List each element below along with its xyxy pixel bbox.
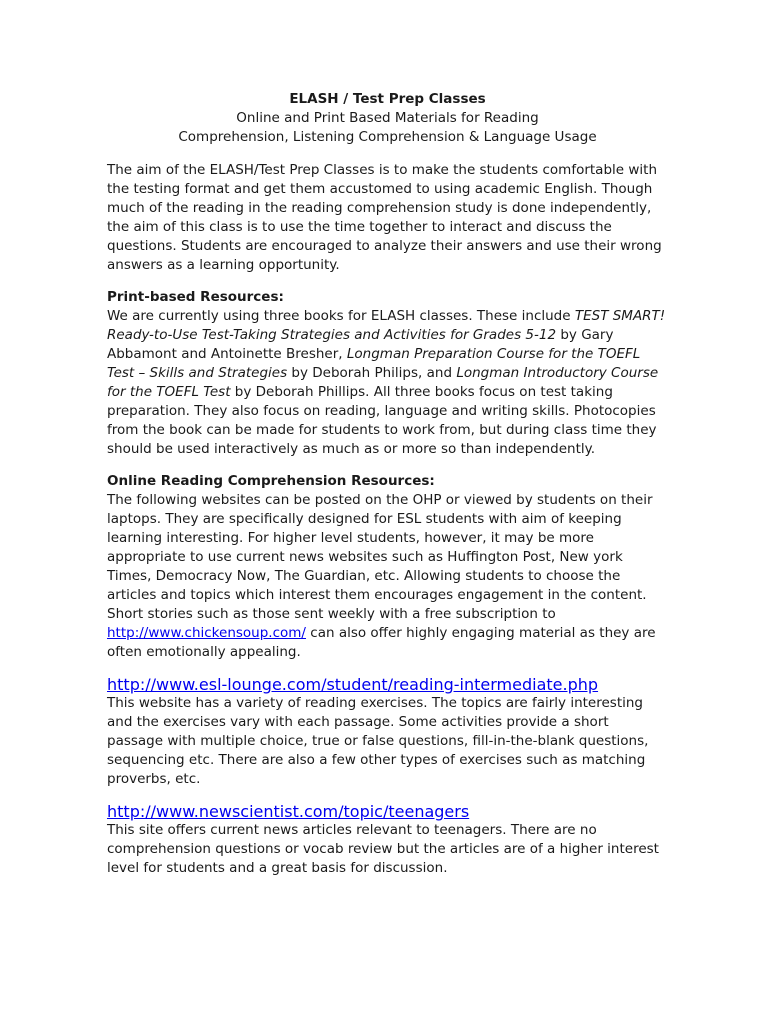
resource-entry [107,802,668,878]
book-title-test-smart: TEST SMART! Ready-to-Use Test-Taking Strategies and Activities for Grades 5-12 [107,308,666,343]
intro-paragraph: The aim of the ELASH/Test Prep Classes is to make the students comfortable with the testing format and get them accustomed to using academic English. Though much of the reading in the reading comprehension study is done independently, the aim of this class is to use the time together to interact and discuss the questions. Students are encouraged to analyze their answers and use their wrong answers as a learning opportunity. [107,162,662,273]
print-resources-section [107,288,668,459]
document-title: ELASH / Test Prep Classes [289,91,486,107]
book-title-longman-introductory: Longman Introductory Course for the TOEFL Test [107,365,659,400]
print-text-3: by Deborah Philips, and [287,365,457,381]
esl-lounge-link[interactable]: http://www.esl-lounge.com/student/reading-intermediate.php [107,675,599,694]
intro-section [107,161,668,275]
online-resources-paragraph [107,491,668,662]
chickensoup-link[interactable]: http://www.chickensoup.com/ [107,625,306,641]
newscientist-link[interactable]: http://www.newscientist.com/topic/teenagers [107,802,470,821]
resource-description: This website has a variety of reading exercises. The topics are fairly interesting and the exercises vary with each passage. Some activities provide a short passage with multiple choice, true or false questions, fill-in-the-blank questions, sequencing etc. There are also a few other types of exercises such as matching proverbs, etc. [107,695,649,787]
online-text-1: The following websites can be posted on the OHP or viewed by students on their laptops. They are specifically designed for ESL students with aim of keeping learning interesting. For higher level students, however, it may be more appropriate to use current news websites such as Huffington Post, New york Times, Democracy Now, The Guardian, etc. Allowing students to choose the articles and topics which interest them encourages engagement in the content. Short stories such as those sent weekly with a free subscription to [107,492,653,622]
print-resources-heading: Print-based Resources: [107,289,284,305]
document-header [107,89,668,147]
online-resources-heading: Online Reading Comprehension Resources: [107,473,435,489]
print-text-2: by Gary Abbamont and Antoinette Bresher, [107,327,614,362]
online-text-2: can also offer highly engaging material as they are often emotionally appealing. [107,625,656,660]
document-subtitle-line1: Online and Print Based Materials for Reading [236,110,539,126]
print-resources-paragraph [107,307,668,459]
document-subtitle-line2: Comprehension, Listening Comprehension & Language Usage [178,129,597,145]
print-text-1: We are currently using three books for ELASH classes. These include [107,308,575,324]
resource-description: This site offers current news articles relevant to teenagers. There are no comprehension questions or vocab review but the articles are of a higher interest level for students and a great basis for discussion. [107,822,659,876]
online-resources-section [107,472,668,662]
print-text-4: by Deborah Phillips. All three books focus on test taking preparation. They also focus on reading, language and writing skills. Photocopies from the book can be made for students to work from, but during class time they should be used interactively as much as or more so than independently. [107,384,657,457]
book-title-longman-preparation: Longman Preparation Course for the TOEFL Test – Skills and Strategies [107,346,641,381]
resource-entry [107,675,668,789]
